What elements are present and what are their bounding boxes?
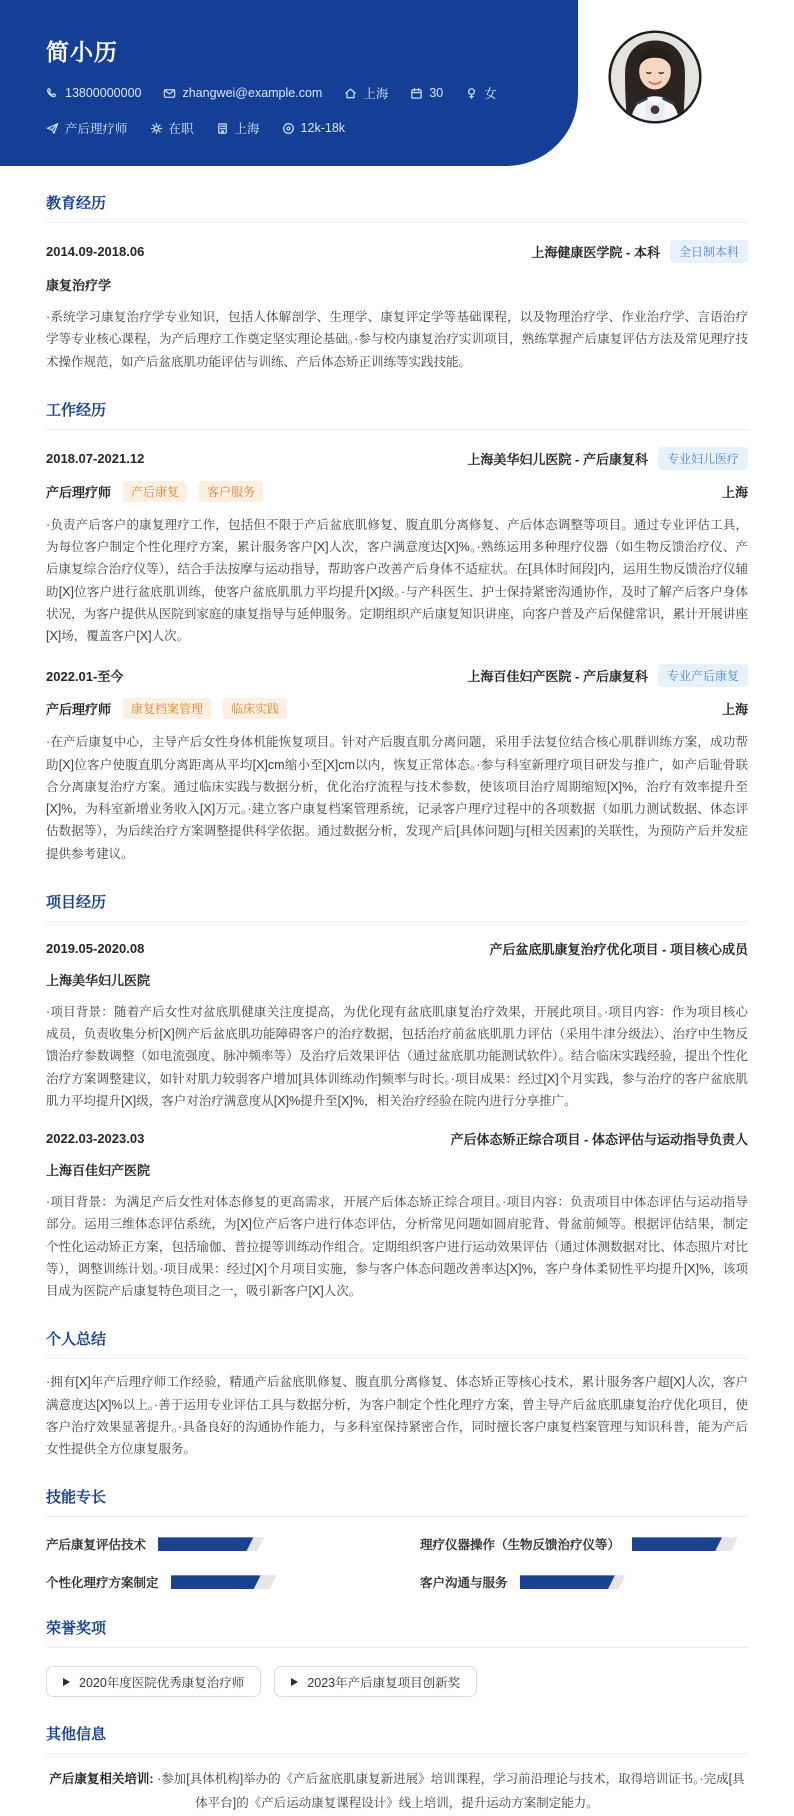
skill1-label: 产后康复评估技术 [46, 1538, 147, 1553]
work2-date: 2022.01-至今 [46, 669, 124, 685]
projects-title: 项目经历 [46, 891, 748, 922]
avatar [607, 29, 703, 125]
contact-salary-text: 12k-18k [300, 121, 346, 135]
work2-company: 上海百佳妇产医院 - 产后康复科 [467, 669, 648, 685]
contact-salary [282, 121, 345, 135]
section-summary [46, 1328, 748, 1460]
contact-phone-text: 13800000000 [65, 86, 142, 100]
contact-age [410, 86, 443, 100]
skill-item-3 [46, 1573, 374, 1591]
candidate-name: 简小历 [46, 39, 118, 65]
status-icon [150, 122, 163, 135]
project1-date: 2019.05-2020.08 [46, 940, 145, 956]
work1-description: ·负责产后客户的康复理疗工作，包括但不限于产后盆底肌修复、腹直肌分离修复、产后体态调整等项目。通过专业评估工具，为每位客户制定个性化理疗方案，累计服务客户[X]人次，客户满意度达[X]%。·熟练运用多种理疗仪器（如生物反馈治疗仪、产后康复综合治疗仪等），结合手法按摩与运动指导，帮助客户改善产后身体不适症状。在[具体时间段]内，运用生物反馈治疗仪辅助[X]位客户进行盆底肌训练，使客户盆底肌肌力平均提升[X]级。·与产科医生、护士保持紧密沟通协作，及时了解产后客户身体状况，为客户提供从医院到家庭的康复指导与延伸服务。定期组织产后康复知识讲座，向客户普及产后保健常识，累计开展讲座[X]场，覆盖客户[X]人次。 [46, 517, 748, 643]
education-school: 上海健康医学院 - 本科 [531, 245, 660, 260]
education-title: 教育经历 [46, 192, 748, 223]
contact-city-text: 上海 [234, 122, 260, 136]
other-title: 其他信息 [46, 1723, 748, 1754]
mail-icon [163, 87, 176, 100]
section-work [46, 399, 748, 865]
contact-status [150, 119, 194, 137]
education-date: 2014.09-2018.06 [46, 244, 145, 259]
other-training-label: 产后康复相关培训: [49, 1772, 154, 1787]
education-major: 康复治疗学 [46, 278, 112, 293]
work2-badge: 专业产后康复 [658, 664, 748, 687]
skill4-label: 客户沟通与服务 [420, 1576, 508, 1591]
summary-title: 个人总结 [46, 1328, 748, 1359]
avatar-portrait-icon [607, 29, 703, 125]
play-icon [63, 1678, 70, 1686]
work1-company: 上海美华妇儿医院 - 产后康复科 [467, 451, 648, 467]
skill1-bar [158, 1537, 264, 1551]
awards-title: 荣誉奖项 [46, 1617, 748, 1648]
resume-header [0, 0, 578, 166]
project2-description: ·项目背景：为满足产后女性对体态修复的更高需求，开展产后体态矫正综合项目。·项目内容：负责项目中体态评估与运动指导部分。运用三维体态评估系统，为[X]位产后客户进行体态评估，分析常见问题如圆肩驼背、骨盆前倾等。根据评估结果，制定个性化运动矫正方案，包括瑜伽、普拉提等训练动作组合。定期组织客户进行运动效果评估（通过体测数据对比、体态照片对比等），调整训练计划。·项目成果：经过[X]个月项目实施，参与客户体态问题改善率达[X]%，客户身体柔韧性平均提升[X]%，该项目成为医院产后康复特色项目之一，吸引新客户[X]人次。 [46, 1195, 748, 1298]
job-title-icon [46, 122, 59, 135]
work2-description: ·在产后康复中心，主导产后女性身体机能恢复项目。针对产后腹直肌分离问题，采用手法复位结合核心肌群训练方案，成功帮助[X]位客户使腹直肌分离距离从平均[X]cm缩小至[X]cm以内，恢复正常体态。·参与科室新理疗项目研发与推广，如产后耻骨联合分离康复治疗方案。通过临床实践与数据分析，优化治疗流程与技术参数，使该项目治疗周期缩短[X]%，治疗有效率提升至[X]%，为科室新增业务收入[X]万元。·建立客户康复档案管理系统，记录客户理疗过程中的各项数据（如肌力测试数据、体态评估数据等），为后续治疗方案调整提供科学依据。通过数据分析，发现产后[具体问题]与[相关因素]的关联性，为预防产后并发症提供参考建议。 [46, 735, 748, 861]
age-icon [410, 87, 423, 100]
education-badge: 全日制本科 [670, 240, 748, 263]
award-item-2 [274, 1666, 477, 1697]
skill-item-1 [46, 1535, 374, 1553]
play-icon [291, 1678, 298, 1686]
project2-name: 产后体态矫正综合项目 - 体态评估与运动指导负责人 [450, 1132, 748, 1147]
city-icon [216, 122, 229, 135]
education-entry [46, 240, 748, 373]
contact-row-1 [46, 84, 578, 102]
other-training [46, 1768, 748, 1816]
project1-description: ·项目背景：随着产后女性对盆底肌健康关注度提高，为优化现有盆底肌康复治疗效果，开展此项目。·项目内容：作为项目核心成员，负责收集分析[X]例产后盆底肌功能障碍客户的治疗数据，包括治疗前盆底肌肌力评估（采用牛津分级法）、治疗中生物反馈治疗参数调整（如电流强度、脉冲频率等）及治疗后效果评估（通过盆底肌功能测试软件）。结合临床实践经验，提出个性化治疗方案调整建议，如针对肌力较弱客户增加[具体训练动作]频率与时长。·项目成果：经过[X]个月实践，参与治疗的客户盆底肌肌力平均提升[X]级，客户对治疗满意度从[X]%提升至[X]%，相关治疗经验在院内进行分享推广。 [46, 1004, 748, 1108]
work1-tag-1: 产后康复 [123, 481, 187, 502]
section-skills [46, 1486, 748, 1591]
project1-name: 产后盆底肌康复治疗优化项目 - 项目核心成员 [489, 941, 748, 957]
work-entry-1 [46, 447, 748, 648]
section-other [46, 1723, 748, 1816]
work1-date: 2018.07-2021.12 [46, 450, 145, 466]
contact-hometown [344, 84, 388, 102]
summary-description: ·拥有[X]年产后理疗师工作经验，精通产后盆底肌修复、腹直肌分离修复、体态矫正等核心技术，累计服务客户超[X]人次，客户满意度达[X]%以上。·善于运用专业评估工具与数据分析，为客户制定个性化理疗方案，曾主导产后盆底肌康复治疗优化项目，使客户治疗效果显著提升。·具备良好的沟通协作能力，与多科室保持紧密合作，同时擅长客户康复档案管理与知识科普，能为产后女性提供全方位康复服务。 [46, 1375, 748, 1456]
award1-label: 2020年度医院优秀康复治疗师 [79, 1675, 245, 1690]
award2-label: 2023年产后康复项目创新奖 [307, 1675, 461, 1690]
skills-title: 技能专长 [46, 1486, 748, 1517]
section-projects [46, 891, 748, 1303]
skill3-bar [171, 1575, 277, 1589]
project-entry-2 [46, 1129, 748, 1302]
contact-status-text: 在职 [168, 122, 194, 136]
work2-tag-1: 康复档案管理 [123, 698, 211, 719]
other-training-text: ·参加[具体机构]举办的《产后盆底肌康复新进展》培训课程，学习前沿理论与技术，取得培训证书。·完成[具体平台]的《产后运动康复课程设计》线上培训，提升运动方案制定能力。 [153, 1772, 745, 1810]
education-description: ·系统学习康复治疗学专业知识，包括人体解剖学、生理学、康复评定学等基础课程，以及物理治疗学、作业治疗学、言语治疗学等专业核心课程，为产后理疗工作奠定坚实理论基础。·参与校内康复治疗实训项目，熟练掌握产后康复评估方法及常见理疗技术操作规范，如产后盆底肌功能评估与训练、产后体态矫正训练等实践技能。 [46, 310, 748, 369]
work1-badge: 专业妇儿医疗 [658, 447, 748, 470]
work1-role: 产后理疗师 [46, 484, 112, 500]
award-item-1 [46, 1666, 261, 1697]
contact-age-text: 30 [429, 86, 444, 100]
contact-job-title [46, 119, 128, 137]
work2-location: 上海 [721, 702, 748, 718]
project2-date: 2022.03-2023.03 [46, 1131, 145, 1146]
skill2-label: 理疗仪器操作（生物反馈治疗仪等） [420, 1538, 621, 1553]
work1-tag-2: 客户服务 [199, 481, 263, 502]
work1-location: 上海 [721, 484, 748, 500]
skill4-bar [520, 1575, 626, 1589]
awards-list [46, 1666, 748, 1697]
contact-phone [46, 86, 141, 100]
contact-gender-text: 女 [484, 87, 497, 101]
skill-item-2 [420, 1535, 748, 1553]
contact-gender [465, 84, 497, 102]
contact-email-text: zhangwei@example.com [182, 86, 323, 100]
contact-city [216, 119, 260, 137]
skill3-label: 个性化理疗方案制定 [46, 1576, 159, 1591]
contact-job-title-text: 产后理疗师 [65, 122, 128, 136]
section-education [46, 192, 748, 373]
contact-row-2 [46, 119, 578, 137]
gender-icon [465, 87, 478, 100]
project2-org: 上海百佳妇产医院 [46, 1163, 151, 1178]
phone-icon [46, 87, 59, 100]
skill2-bar [632, 1537, 738, 1551]
contact-hometown-text: 上海 [363, 87, 389, 101]
work-title: 工作经历 [46, 399, 748, 430]
salary-icon [282, 122, 295, 135]
resume-body [0, 192, 794, 1816]
work2-tag-2: 临床实践 [223, 698, 287, 719]
skill-item-4 [420, 1573, 748, 1591]
work-entry-2 [46, 664, 748, 865]
project1-org: 上海美华妇儿医院 [46, 972, 151, 988]
work2-role: 产后理疗师 [46, 702, 112, 718]
home-icon [344, 87, 357, 100]
contact-email [163, 86, 322, 100]
section-awards [46, 1617, 748, 1697]
skills-grid [46, 1535, 748, 1591]
project-entry-1 [46, 939, 748, 1112]
